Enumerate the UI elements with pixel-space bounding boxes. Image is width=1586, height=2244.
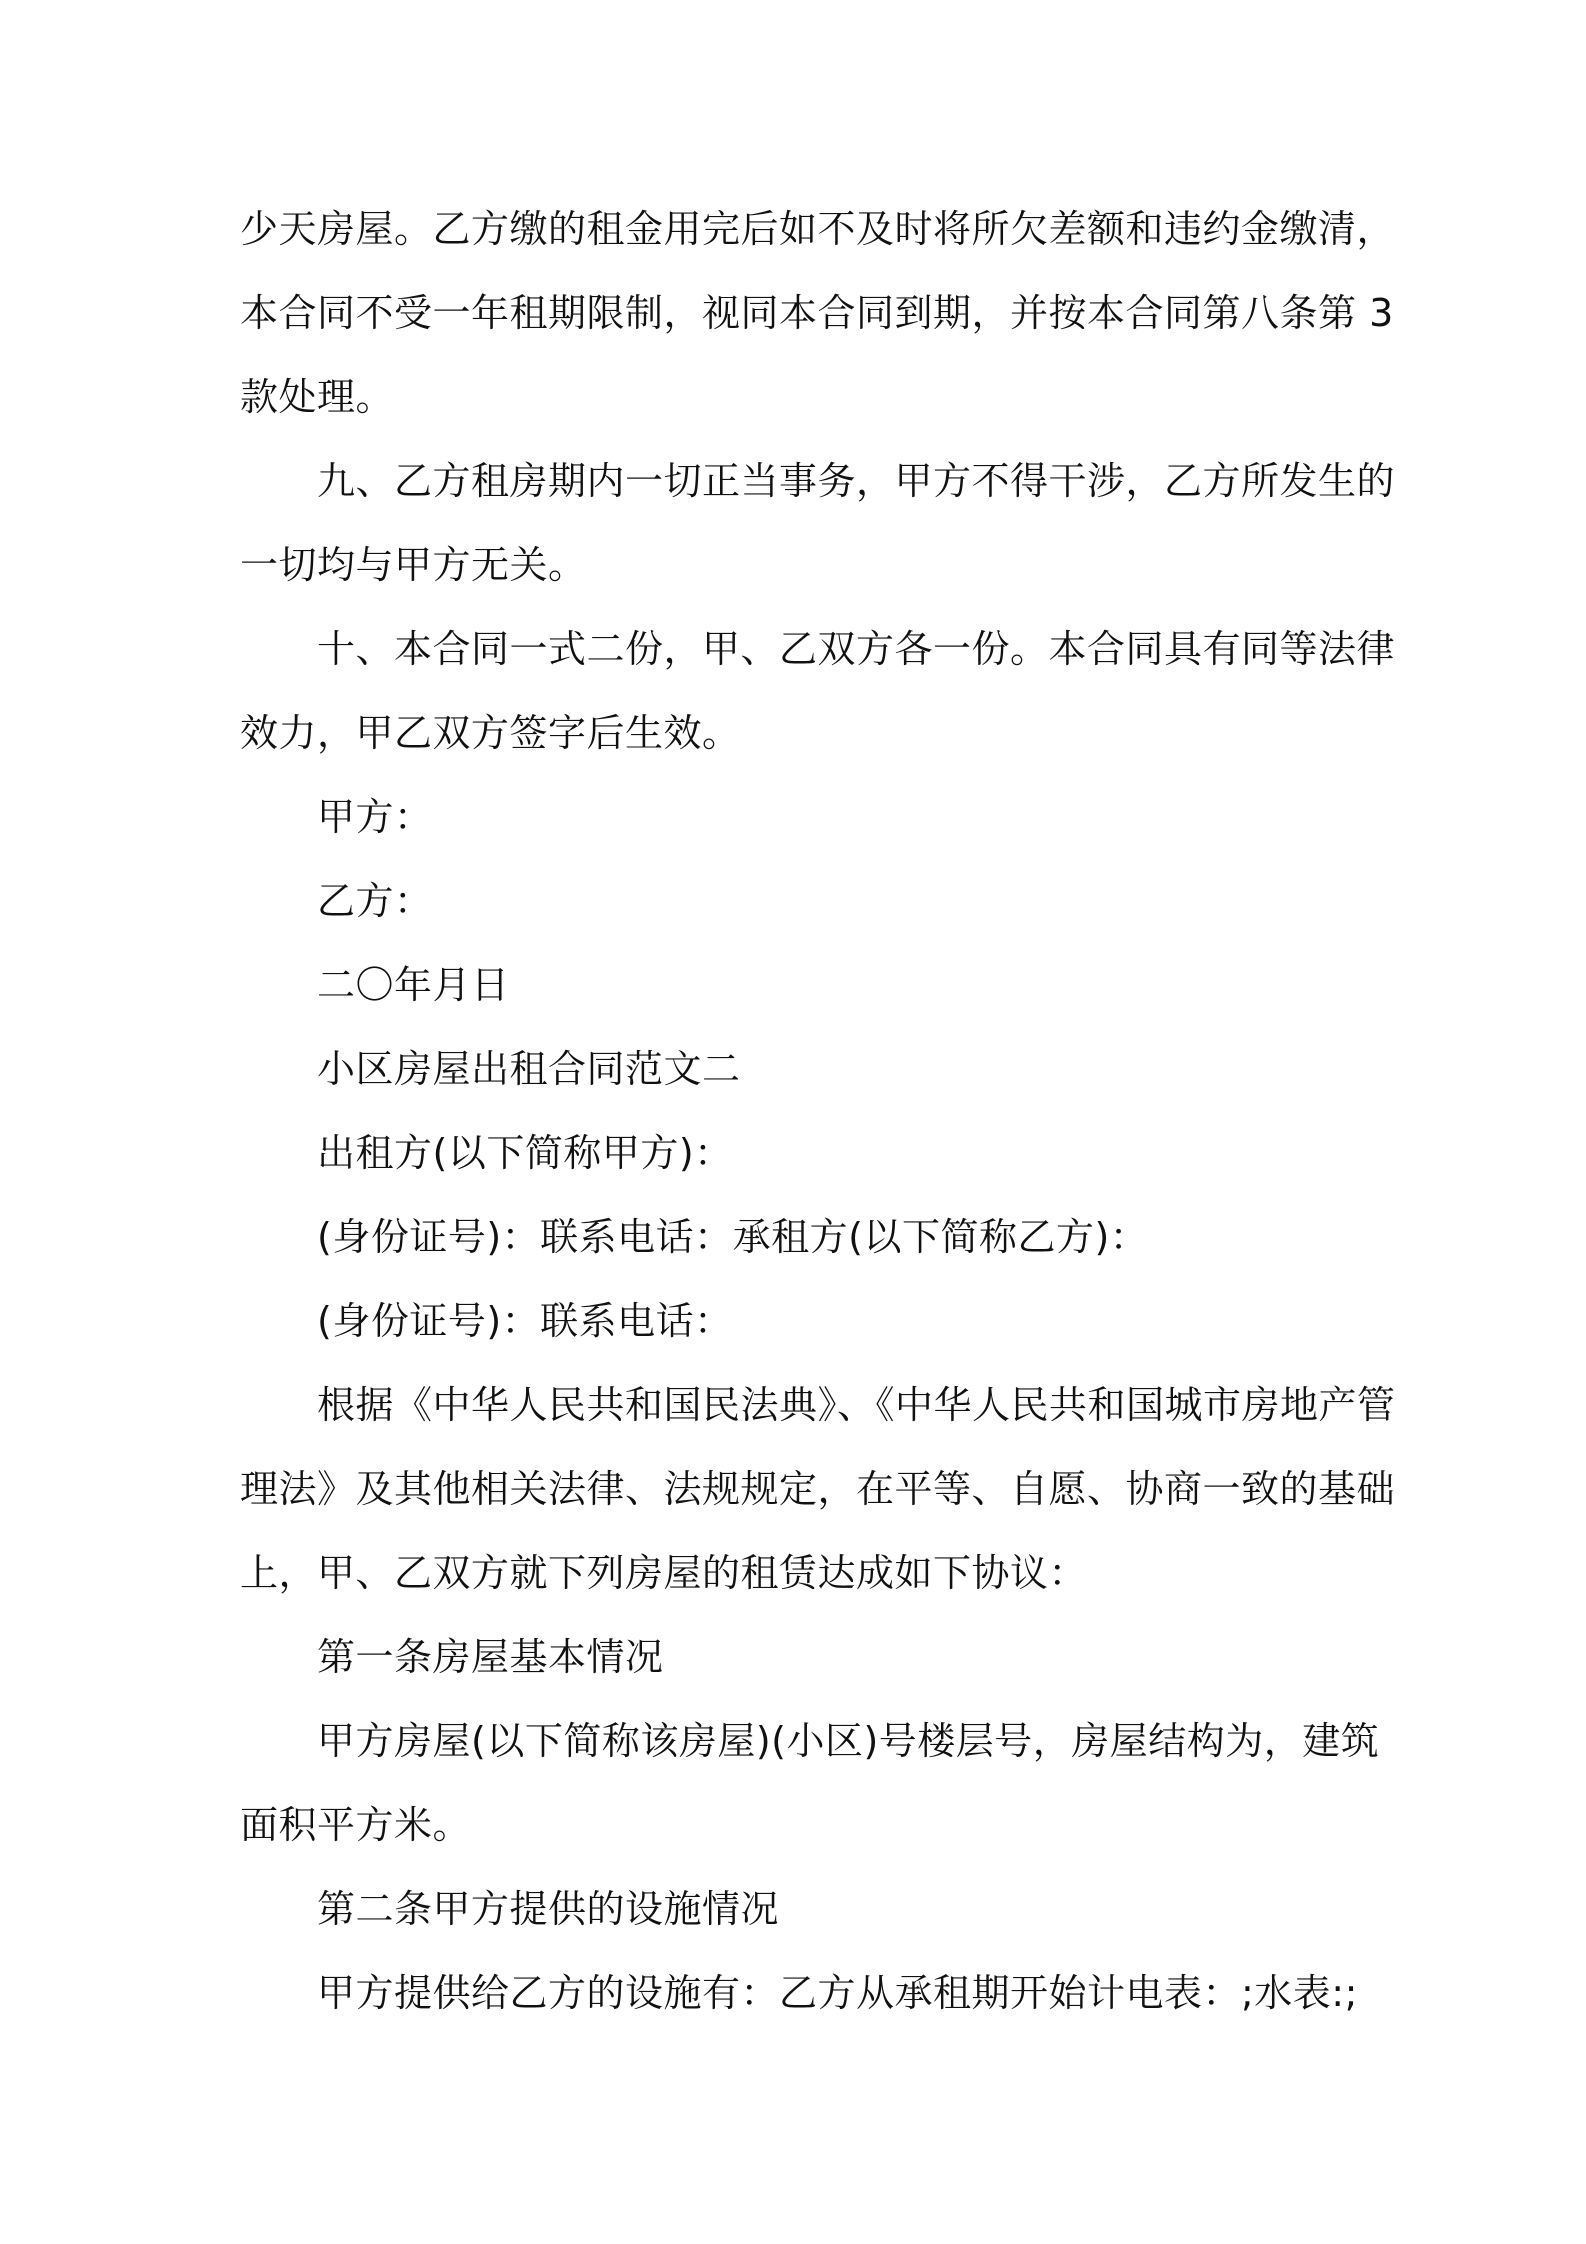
text-line: 九、乙方租房期内一切正当事务，甲方不得干涉，乙方所发生的 (317, 459, 1396, 503)
party-a-signature-line: 甲方： (317, 795, 433, 839)
text-line: 少天房屋。乙方缴的租金用完后如不及时将所欠差额和违约金缴清， (240, 207, 1396, 251)
text-line: 上，甲、乙双方就下列房屋的租赁达成如下协议： (240, 1551, 1088, 1595)
text-line: 十、本合同一式二份，甲、乙双方各一份。本合同具有同等法律 (317, 627, 1396, 671)
date-line: 二〇年月日 (317, 963, 510, 1007)
text-line: 出租方(以下简称甲方)： (317, 1131, 733, 1175)
text-line: 甲方房屋(以下简称该房屋)(小区)号楼层号，房屋结构为，建筑 (317, 1719, 1380, 1763)
text-line: 本合同不受一年租期限制，视同本合同到期，并按本合同第八条第 3 (240, 291, 1394, 335)
text-line: 效力，甲乙双方签字后生效。 (240, 711, 741, 755)
text-line: 面积平方米。 (240, 1803, 472, 1847)
text-line: 款处理。 (240, 375, 395, 419)
text-line: 一切均与甲方无关。 (240, 543, 587, 587)
text-line: (身份证号)：联系电话： (317, 1299, 733, 1343)
text-line: (身份证号)：联系电话：承租方(以下简称乙方)： (317, 1215, 1149, 1259)
article-heading: 第一条房屋基本情况 (317, 1635, 664, 1679)
text-line: 根据《中华人民共和国民法典》、《中华人民共和国城市房地产管 (317, 1383, 1396, 1427)
party-b-signature-line: 乙方： (317, 879, 433, 923)
text-line: 理法》及其他相关法律、法规规定，在平等、自愿、协商一致的基础 (240, 1467, 1396, 1511)
text-line: 甲方提供给乙方的设施有：乙方从承租期开始计电表：;水表:; (317, 1971, 1358, 2015)
section-title: 小区房屋出租合同范文二 (317, 1047, 741, 1091)
article-heading: 第二条甲方提供的设施情况 (317, 1887, 780, 1931)
